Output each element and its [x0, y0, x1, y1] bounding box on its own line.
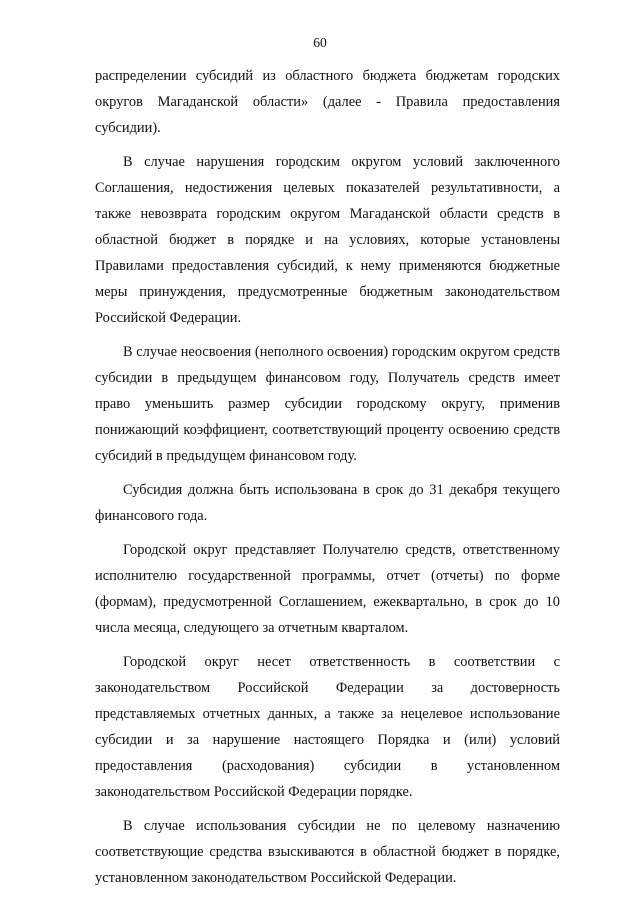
page-number: 60 [313, 35, 327, 50]
paragraph-responsibility: Городской округ несет ответственность в соответствии с законодательством Российской Федерации за достоверность представляемых отчетных данных, а также за нецелевое использование субсидии и за нарушение настоящего Порядка и (или) условий предоставления (расходования) субсидии в установленном законодательством Российской Федерации порядке. [95, 654, 560, 800]
paragraph-usage-deadline: Субсидия должна быть использована в срок до 31 декабря текущего финансового года. [95, 482, 560, 524]
paragraph-violation-measures: В случае нарушения городским округом условий заключенного Соглашения, недостижения целевых показателей результативности, а также невозврата городским округом Магаданской области средств в областной бюджет в порядке и на условиях, которые установлены Правилами предоставления субсидий, к нему применяются бюджетные меры принуждения, предусмотренные бюджетным законодательством Российской Федерации. [95, 154, 560, 326]
paragraph-continuation: распределении субсидий из областного бюджета бюджетам городских округов Магаданской области» (далее - Правила предоставления субсидии). [95, 68, 560, 136]
paragraph-reporting: Городской округ представляет Получателю средств, ответственному исполнителю государственной программы, отчет (отчеты) по форме (формам), предусмотренной Соглашением, ежеквартально, в срок до 10 числа месяца, следующего за отчетным кварталом. [95, 542, 560, 636]
document-body [95, 63, 560, 891]
paragraph-misuse-recovery: В случае использования субсидии не по целевому назначению соответствующие средства взыскиваются в областной бюджет в порядке, установленном законодательством Российской Федерации. [95, 818, 560, 886]
paragraph-underutilization: В случае неосвоения (неполного освоения) городским округом средств субсидии в предыдущем финансовом году, Получатель средств имеет право уменьшить размер субсидии городскому округу, применив понижающий коэффициент, соответствующий проценту освоению средств субсидий в предыдущем финансовом году. [95, 344, 560, 464]
